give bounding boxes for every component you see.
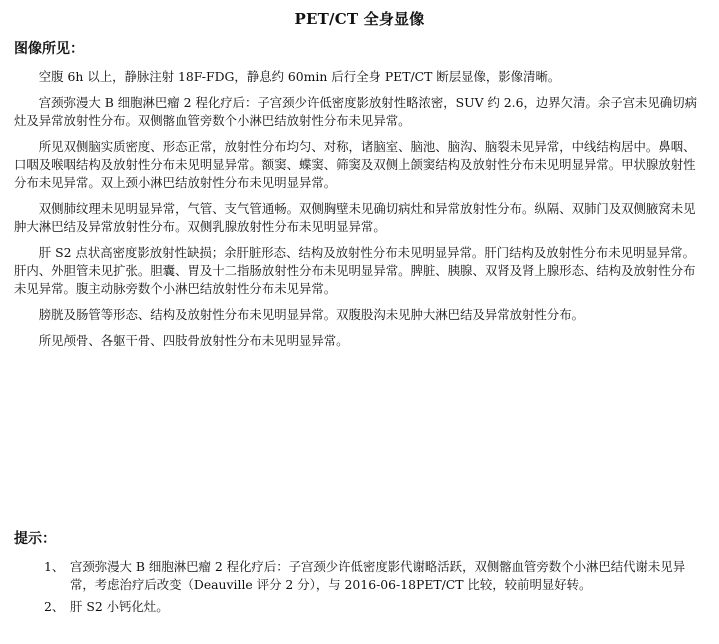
- hint-text: 肝 S2 小钙化灶。: [70, 599, 169, 614]
- hint-text: 宫颈弥漫大 B 细胞淋巴瘤 2 程化疗后：子宫颈少许低密度影代谢略活跃，双侧髂血管旁数个小淋巴结代谢未见异常，考虑治疗后改变（Deauville 评分 2 分），与 2016-06-18PET/CT 比较，较前明显好转。: [70, 559, 686, 592]
- findings-paragraph-chest: 双侧肺纹理未见明显异常，气管、支气管通畅。双侧胸壁未见确切病灶和异常放射性分布。纵隔、双肺门及双侧腋窝未见肿大淋巴结及异常放射性分布。双侧乳腺放射性分布未见明显异常。: [14, 201, 696, 234]
- findings-paragraph-pelvis: 膀胱及肠管等形态、结构及放射性分布未见明显异常。双腹股沟未见肿大淋巴结及异常放射性分布。: [38, 307, 584, 322]
- hints-heading: 提示：: [14, 531, 56, 547]
- findings-section: [14, 68, 704, 358]
- hint-number: 1、: [44, 559, 65, 574]
- findings-paragraph-scan-protocol: 空腹 6h 以上，静脉注射 18F-FDG，静息约 60min 后行全身 PET/CT 断层显像，影像清晰。: [38, 69, 561, 84]
- findings-paragraph-abdomen: 肝 S2 点状高密度影放射性缺损；余肝脏形态、结构及放射性分布未见明显异常。肝门结构及放射性分布未见明显异常。肝内、外胆管未见扩张。胆囊、胃及十二指肠放射性分布未见明显异常。脾脏、胰腺、双肾及肾上腺形态、结构及放射性分布未见异常。腹主动脉旁数个小淋巴结放射性分布未见异常。: [14, 245, 696, 296]
- report-title: PET/CT 全身显像: [294, 10, 425, 28]
- findings-heading: 图像所见：: [14, 41, 84, 57]
- hint-number: 2、: [44, 599, 65, 614]
- findings-paragraph-cervix: 宫颈弥漫大 B 细胞淋巴瘤 2 程化疗后：子宫颈少许低密度影放射性略浓密，SUV 约 2.6，边界欠清。余子宫未见确切病灶及异常放射性分布。双侧髂血管旁数个小淋巴结放射性分布未见异常。: [14, 95, 697, 128]
- hint-item-1: [14, 558, 704, 594]
- findings-paragraph-head-neck: 所见双侧脑实质密度、形态正常，放射性分布均匀、对称，诸脑室、脑池、脑沟、脑裂未见异常，中线结构居中。鼻咽、口咽及喉咽结构及放射性分布未见明显异常。额窦、蝶窦、筛窦及双侧上颌窦结构及放射性分布未见明显异常。甲状腺放射性分布未见异常。双上颈小淋巴结放射性分布未见明显异常。: [14, 139, 696, 190]
- findings-paragraph-bones: 所见颅骨、各躯干骨、四肢骨放射性分布未见明显异常。: [38, 333, 349, 348]
- hints-section: [14, 558, 704, 620]
- hint-item-2: [14, 598, 704, 616]
